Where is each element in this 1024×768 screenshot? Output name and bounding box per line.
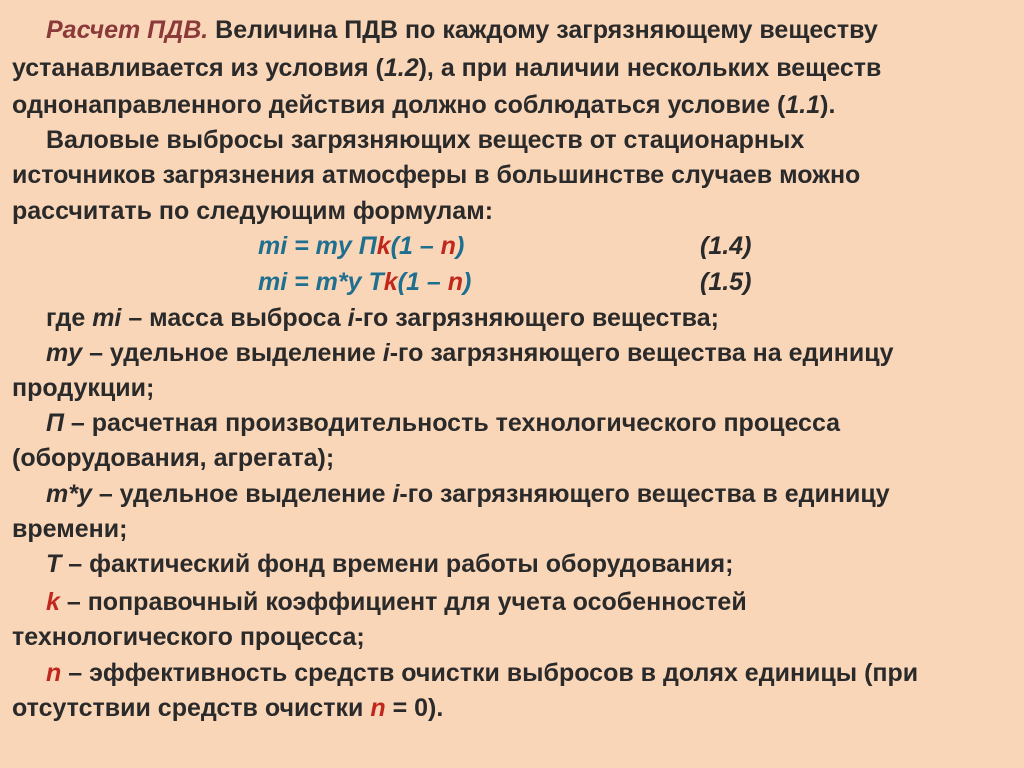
def-n-end: = 0).: [385, 694, 444, 722]
def-t-symbol: Т: [46, 550, 62, 578]
def-k-symbol: k: [46, 588, 60, 616]
formula-1-4-k: k: [376, 232, 391, 260]
def-ms-line-2: времени;: [12, 515, 128, 543]
p1-text-2a: устанавливается из условия (: [12, 54, 384, 82]
formula-1-5-lhs: mi = m*у Т: [258, 268, 384, 296]
formula-number-1-4: (1.4): [700, 232, 752, 260]
p1-line-2: [12, 50, 881, 86]
def-n: [46, 655, 918, 691]
p1-text-1: Величина ПДВ по каждому загрязняющему веществу: [208, 16, 878, 44]
def-mi: [46, 300, 719, 336]
def-n-line-2: [12, 690, 443, 726]
def-mi-i: i: [347, 304, 355, 332]
def-k-line-2: технологического процесса;: [12, 623, 365, 651]
formula-1-4-paren: (1 –: [390, 232, 441, 260]
def-ms-text: – удельное выделение: [91, 480, 393, 508]
def-ms-symbol: m*у: [46, 480, 92, 508]
formula-1-4-close: ): [455, 232, 465, 260]
formula-1-5-n: n: [447, 268, 463, 296]
def-t: [46, 546, 733, 582]
def-my: [46, 335, 894, 371]
def-my-line-2: продукции;: [12, 374, 155, 402]
def-n-symbol-2: n: [370, 694, 386, 722]
def-p: [46, 405, 840, 441]
formula-1-4-n: n: [440, 232, 456, 260]
formula-1-5: [258, 264, 471, 300]
def-p-text: – расчетная производительность технологического процесса: [63, 409, 841, 437]
p1-line-3: [12, 87, 835, 123]
def-mi-end: -го загрязняющего вещества;: [354, 304, 719, 332]
def-n-symbol: n: [46, 659, 62, 687]
def-k-text: – поправочный коэффициент для учета особенностей: [59, 588, 747, 616]
p2-line-1: Валовые выбросы загрязняющих веществ от стационарных: [46, 126, 805, 154]
def-t-text: – фактический фонд времени работы оборудования;: [61, 550, 734, 578]
def-my-symbol: mу: [46, 339, 83, 367]
def-mi-text: – масса выброса: [121, 304, 348, 332]
ref-1-1: 1.1: [785, 91, 821, 119]
formula-1-4-lhs: mi = mу П: [258, 232, 377, 260]
p1-line-1: [46, 12, 878, 48]
def-my-end: -го загрязняющего вещества на единицу: [389, 339, 894, 367]
formula-1-5-k: k: [383, 268, 398, 296]
formula-number-1-5: (1.5): [700, 268, 752, 296]
p2-line-3: рассчитать по следующим формулам:: [12, 197, 494, 225]
p1-text-2b: ), а при наличии нескольких веществ: [418, 54, 882, 82]
def-my-text: – удельное выделение: [82, 339, 383, 367]
ref-1-2: 1.2: [383, 54, 419, 82]
def-k: [46, 584, 747, 620]
slide-title: Расчет ПДВ.: [46, 16, 209, 44]
p1-text-3b: ).: [820, 91, 836, 119]
p2-line-2: источников загрязнения атмосферы в большинстве случаев можно: [12, 161, 861, 189]
def-mi-symbol: mi: [92, 304, 122, 332]
def-ms: [46, 476, 890, 512]
def-p-line-2: (оборудования, агрегата);: [12, 444, 335, 472]
def-my-i: i: [382, 339, 390, 367]
formula-1-5-paren: (1 –: [397, 268, 448, 296]
p1-text-3a: однонаправленного действия должно соблюдаться условие (: [12, 91, 786, 119]
def-n-text-2: отсутствии средств очистки: [12, 694, 371, 722]
formula-1-5-close: ): [462, 268, 472, 296]
formula-1-4: [258, 228, 464, 264]
def-p-symbol: П: [46, 409, 64, 437]
def-ms-end: -го загрязняющего вещества в единицу: [399, 480, 890, 508]
def-n-text: – эффективность средств очистки выбросов в долях единицы (при: [61, 659, 919, 687]
def-ms-i: i: [392, 480, 400, 508]
def-mi-where: где: [46, 304, 93, 332]
